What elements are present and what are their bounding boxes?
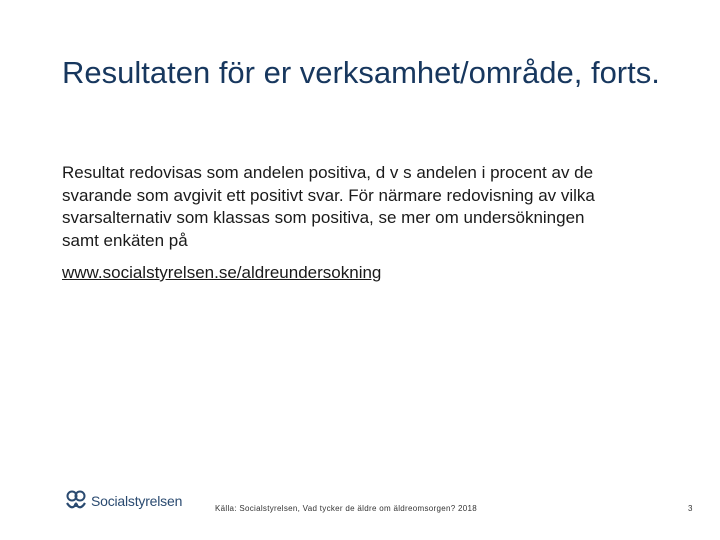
socialstyrelsen-emblem-icon [64, 490, 88, 512]
socialstyrelsen-logo [64, 488, 182, 514]
aldreundersokning-link[interactable]: www.socialstyrelsen.se/aldreundersokning [62, 263, 382, 282]
slide-footer [0, 484, 720, 524]
source-citation: Källa: Socialstyrelsen, Vad tycker de äldre om äldreomsorgen? 2018 [215, 504, 478, 513]
body-paragraph: Resultat redovisas som andelen positiva, d v s andelen i procent av de svarande som avgivit ett positivt svar. För närmare redovisning av vilka svarsalternativ som klassas som positiva, se mer om undersökningen samt enkäten på [62, 163, 595, 250]
page-number: 3 [688, 504, 693, 513]
slide-title: Resultaten för er verksamhet/område, forts. [62, 55, 660, 90]
logo-wordmark: Socialstyrelsen [91, 493, 183, 509]
